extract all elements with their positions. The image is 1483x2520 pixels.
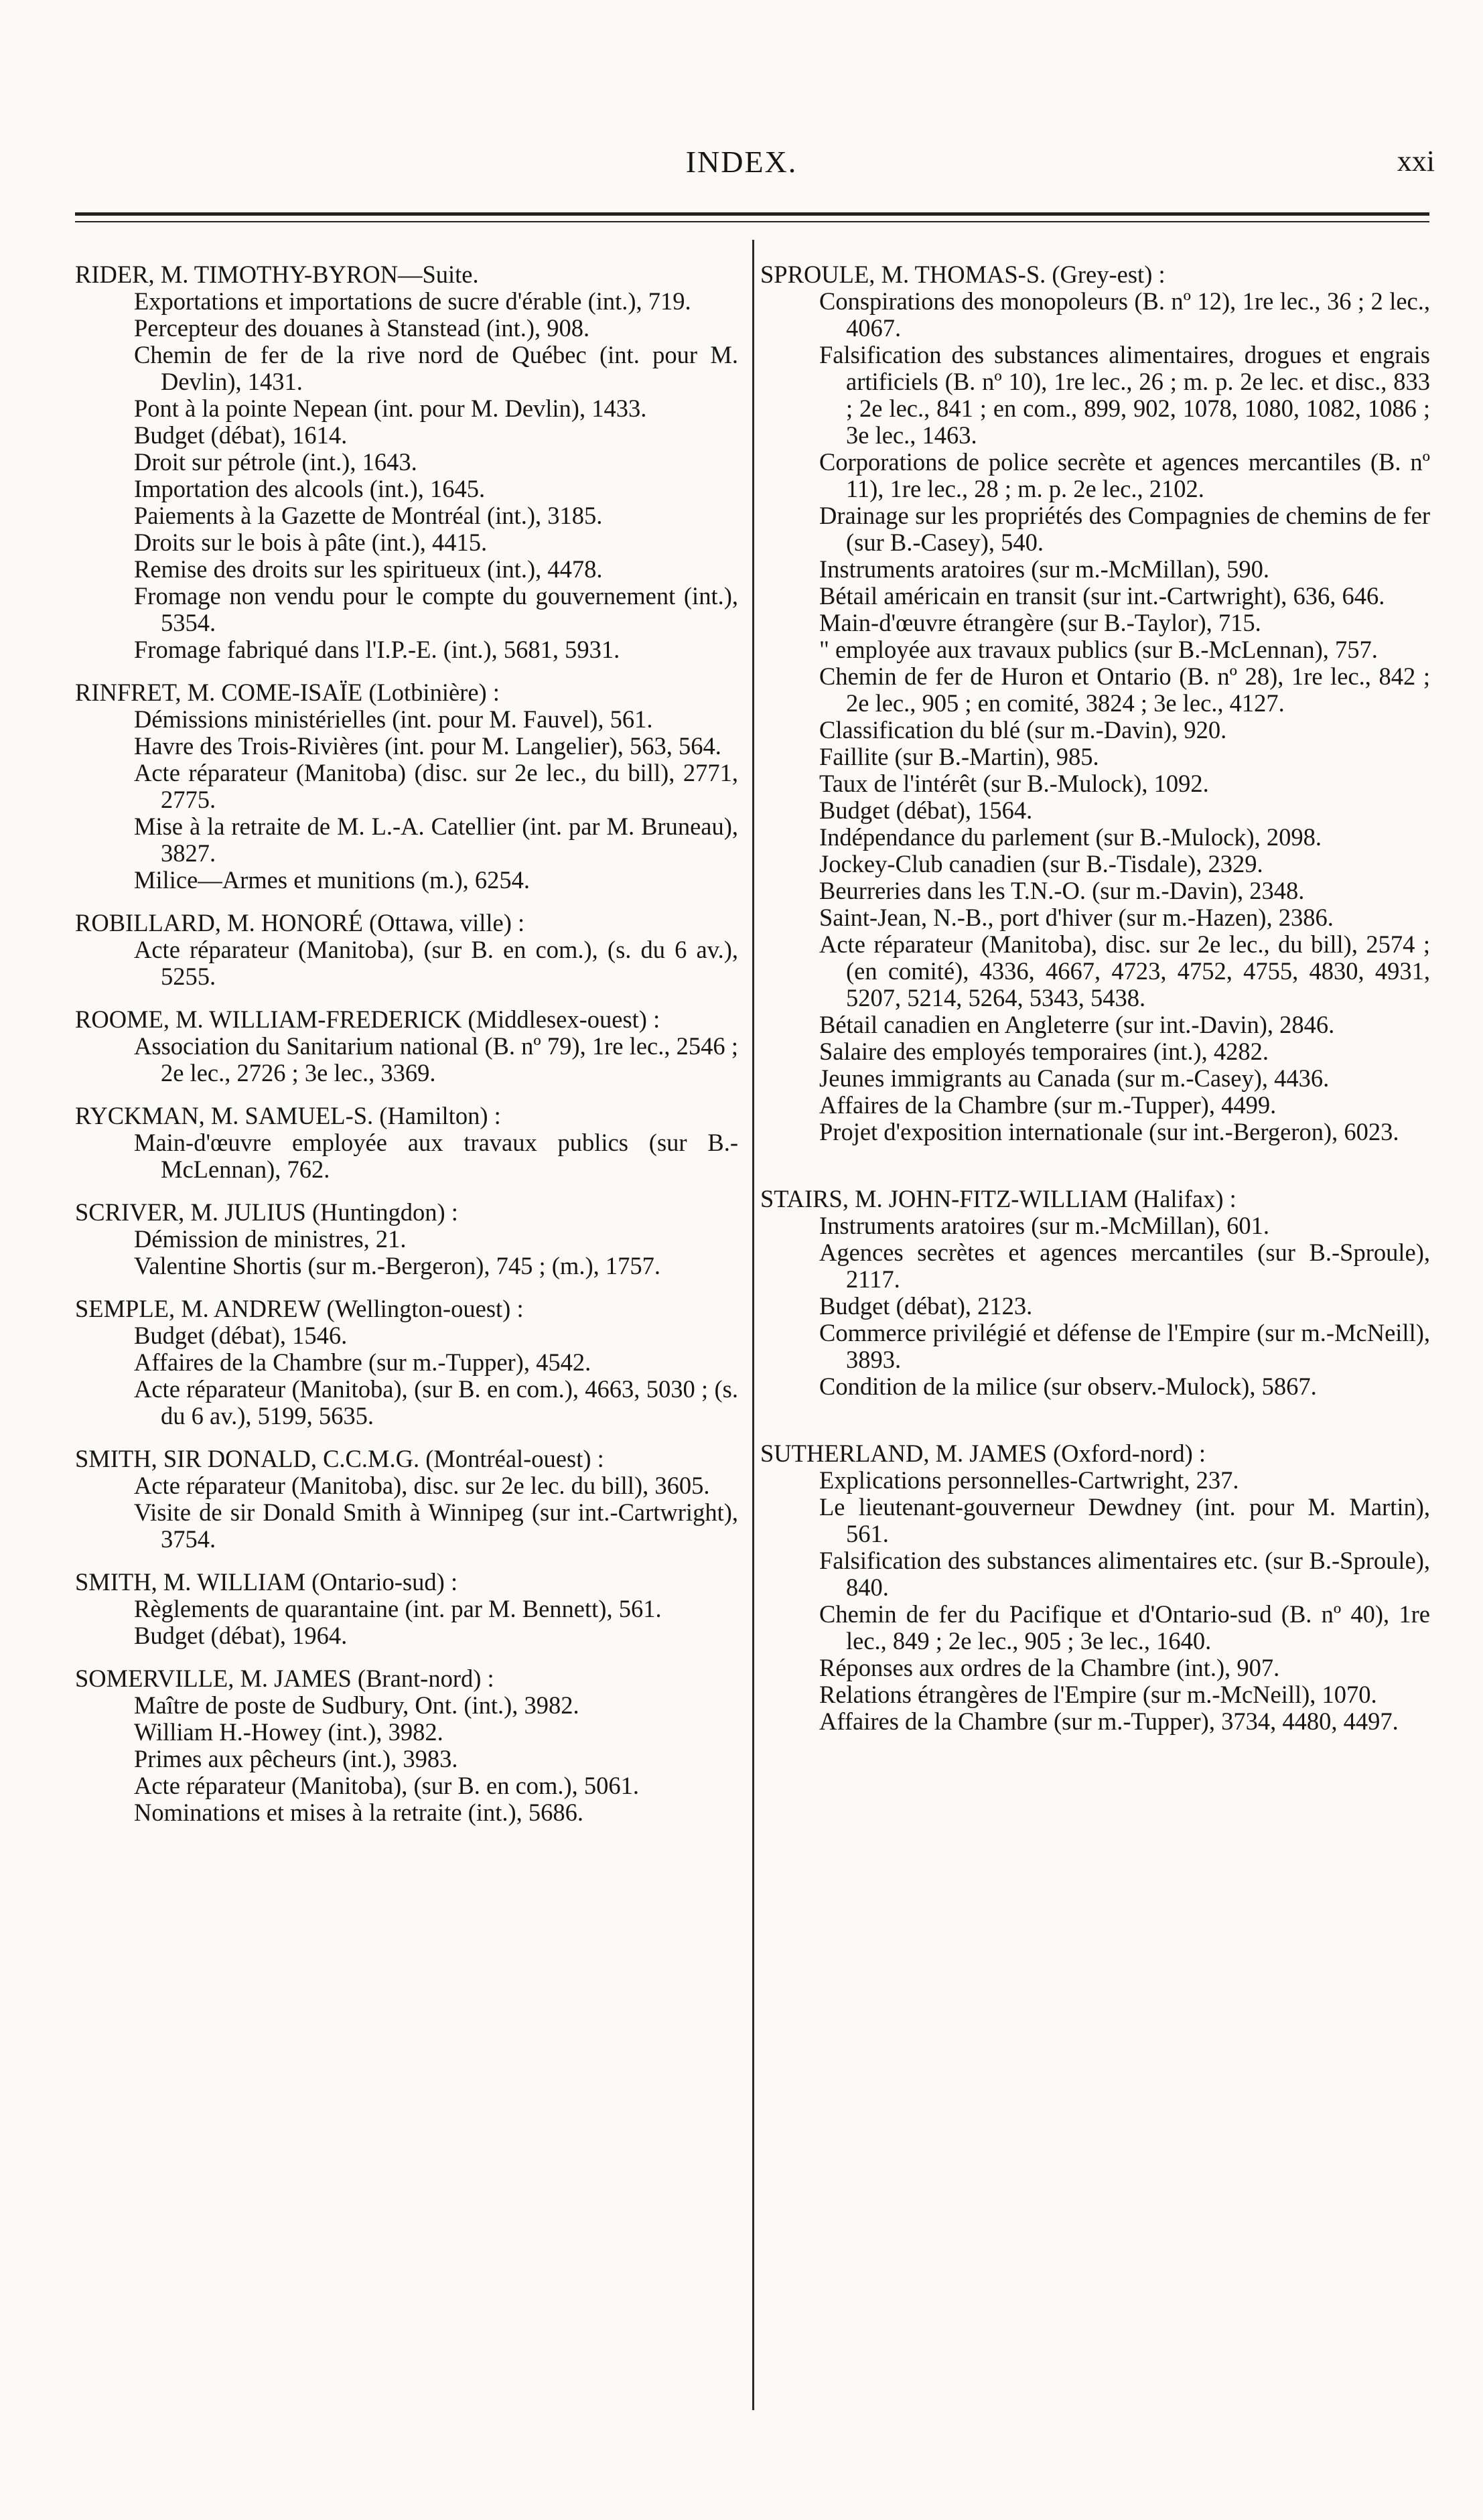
index-entry <box>75 1103 738 1183</box>
entry-item: Droits sur le bois à pâte (int.), 4415. <box>134 529 488 556</box>
entry-item: Démission de ministres, 21. <box>134 1225 407 1253</box>
entry-item: Visite de sir Donald Smith à Winnipeg (sur int.-Cartwright), 3754. <box>134 1498 738 1553</box>
entry-item: Budget (débat), 2123. <box>819 1292 1033 1320</box>
entry-items <box>760 1467 1430 1735</box>
entry-name: RIDER, M. TIMOTHY-BYRON—Suite. <box>75 261 479 288</box>
entry-item: Falsification des substances alimentaires etc. (sur B.-Sproule), 840. <box>819 1547 1430 1601</box>
entry-item: Agences secrètes et agences mercantiles (sur B.-Sproule), 2117. <box>819 1239 1430 1293</box>
entry-item: Remise des droits sur les spiritueux (int.), 4478. <box>134 555 603 583</box>
entry-item: Falsification des substances alimentaires, drogues et engrais artificiels (B. nº 10), 1re lec., 26 ; m. p. 2e lec. et disc., 833 ; 2e lec., 841 ; en com., 899, 902, 1078, 1080, 1082, 1086 ; 3e lec., 1463. <box>819 341 1430 449</box>
entry-name: STAIRS, M. JOHN-FITZ-WILLIAM (Halifax) : <box>760 1185 1237 1212</box>
entry-item: Primes aux pêcheurs (int.), 3983. <box>134 1745 458 1772</box>
entry-item: Relations étrangères de l'Empire (sur m.-McNeill), 1070. <box>819 1681 1377 1708</box>
index-entry <box>75 261 738 663</box>
index-entry <box>75 1569 738 1649</box>
index-entry <box>760 261 1430 1145</box>
entry-items <box>75 706 738 894</box>
entry-item: Taux de l'intérêt (sur B.-Mulock), 1092. <box>819 770 1209 797</box>
entry-items <box>75 1322 738 1429</box>
index-entry <box>75 1446 738 1553</box>
entry-name: RINFRET, M. COME-ISAÏE (Lotbinière) : <box>75 679 500 706</box>
entry-item: Acte réparateur (Manitoba), (sur B. en com.), 4663, 5030 ; (s. du 6 av.), 5199, 5635. <box>134 1375 738 1429</box>
index-entry <box>760 1186 1430 1400</box>
entry-name: ROBILLARD, M. HONORÉ (Ottawa, ville) : <box>75 909 525 936</box>
entry-items <box>760 288 1430 1145</box>
index-entry <box>75 1296 738 1429</box>
entry-item: Main-d'œuvre employée aux travaux publics (sur B.-McLennan), 762. <box>134 1129 738 1183</box>
entry-items <box>75 1129 738 1183</box>
entry-items <box>75 1692 738 1826</box>
entry-item: Valentine Shortis (sur m.-Bergeron), 745 ; (m.), 1757. <box>134 1252 660 1279</box>
entry-item: Association du Sanitarium national (B. nº 79), 1re lec., 2546 ; 2e lec., 2726 ; 3e lec., 3369. <box>134 1032 738 1087</box>
entry-item: Chemin de fer de Huron et Ontario (B. nº 28), 1re lec., 842 ; 2e lec., 905 ; en comité, 3824 ; 3e lec., 4127. <box>819 662 1430 717</box>
entry-item: Havre des Trois-Rivières (int. pour M. Langelier), 563, 564. <box>134 732 721 760</box>
entry-item: Conspirations des monopoleurs (B. nº 12), 1re lec., 36 ; 2 lec., 4067. <box>819 287 1430 342</box>
entry-items <box>75 936 738 990</box>
entry-item: Règlements de quarantaine (int. par M. Bennett), 561. <box>134 1595 662 1622</box>
entry-name: SMITH, M. WILLIAM (Ontario-sud) : <box>75 1568 458 1596</box>
entry-item: Réponses aux ordres de la Chambre (int.), 907. <box>819 1654 1280 1681</box>
header-rule-thin <box>75 221 1429 222</box>
entry-item: Drainage sur les propriétés des Compagnies de chemins de fer (sur B.-Casey), 540. <box>819 502 1430 556</box>
index-entry <box>75 1665 738 1826</box>
entry-item: Indépendance du parlement (sur B.-Mulock), 2098. <box>819 823 1322 851</box>
entry-item: Bétail américain en transit (sur int.-Cartwright), 636, 646. <box>819 582 1385 610</box>
entry-name: SPROULE, M. THOMAS-S. (Grey-est) : <box>760 261 1166 288</box>
entry-item: Acte réparateur (Manitoba), disc. sur 2e lec. du bill), 3605. <box>134 1472 710 1499</box>
entry-name: RYCKMAN, M. SAMUEL-S. (Hamilton) : <box>75 1102 501 1129</box>
entry-items <box>760 1212 1430 1400</box>
entry-item: Jockey-Club canadien (sur B.-Tisdale), 2329. <box>819 850 1263 878</box>
entry-item: Maître de poste de Sudbury, Ont. (int.), 3982. <box>134 1691 579 1719</box>
entry-name: SEMPLE, M. ANDREW (Wellington-ouest) : <box>75 1295 524 1322</box>
entry-item: Paiements à la Gazette de Montréal (int.), 3185. <box>134 502 603 529</box>
entry-item: " employée aux travaux publics (sur B.-McLennan), 757. <box>819 636 1378 663</box>
entry-item: Classification du blé (sur m.-Davin), 920. <box>819 716 1227 744</box>
entry-item: William H.-Howey (int.), 3982. <box>134 1718 443 1746</box>
entry-item: Acte réparateur (Manitoba), (sur B. en com.), 5061. <box>134 1772 640 1799</box>
entry-name: SCRIVER, M. JULIUS (Huntingdon) : <box>75 1198 458 1226</box>
entry-item: Acte réparateur (Manitoba), disc. sur 2e lec., du bill), 2574 ; (en comité), 4336, 4667, 4723, 4752, 4755, 4830, 4931, 5207, 5214, 5264, 5343, 5438. <box>819 930 1430 1011</box>
entry-item: Démissions ministérielles (int. pour M. Fauvel), 561. <box>134 705 653 733</box>
entry-item: Acte réparateur (Manitoba), (sur B. en com.), (s. du 6 av.), 5255. <box>134 936 738 990</box>
entry-item: Explications personnelles-Cartwright, 237. <box>819 1466 1239 1494</box>
entry-item: Corporations de police secrète et agences mercantiles (B. nº 11), 1re lec., 28 ; m. p. 2e lec., 2102. <box>819 448 1430 502</box>
left-column <box>75 261 738 1842</box>
entry-items <box>75 1226 738 1279</box>
entry-item: Instruments aratoires (sur m.-McMillan), 590. <box>819 555 1270 583</box>
entry-item: Affaires de la Chambre (sur m.-Tupper), 3734, 4480, 4497. <box>819 1707 1399 1735</box>
entry-item: Fromage non vendu pour le compte du gouvernement (int.), 5354. <box>134 582 738 636</box>
entry-item: Le lieutenant-gouverneur Dewdney (int. pour M. Martin), 561. <box>819 1493 1430 1547</box>
entry-item: Mise à la retraite de M. L.-A. Catellier (int. par M. Bruneau), 3827. <box>134 813 738 867</box>
entry-item: Main-d'œuvre étrangère (sur B.-Taylor), 715. <box>819 609 1261 636</box>
page-header <box>0 144 1483 184</box>
entry-item: Faillite (sur B.-Martin), 985. <box>819 743 1099 770</box>
index-entry <box>75 1199 738 1279</box>
entry-item: Budget (débat), 1546. <box>134 1322 348 1349</box>
entry-name: SOMERVILLE, M. JAMES (Brant-nord) : <box>75 1665 494 1692</box>
page-title: INDEX. <box>685 145 798 179</box>
entry-item: Budget (débat), 1614. <box>134 421 348 449</box>
entry-item: Beurreries dans les T.N.-O. (sur m.-Davin), 2348. <box>819 877 1305 904</box>
entry-item: Saint-Jean, N.-B., port d'hiver (sur m.-Hazen), 2386. <box>819 904 1334 931</box>
entry-item: Jeunes immigrants au Canada (sur m.-Casey), 4436. <box>819 1064 1330 1092</box>
entry-item: Bétail canadien en Angleterre (sur int.-Davin), 2846. <box>819 1011 1335 1038</box>
entry-item: Acte réparateur (Manitoba) (disc. sur 2e lec., du bill), 2771, 2775. <box>134 759 738 813</box>
entry-item: Fromage fabriqué dans l'I.P.-E. (int.), 5681, 5931. <box>134 636 620 663</box>
entry-items <box>75 1472 738 1553</box>
entry-item: Condition de la milice (sur observ.-Mulock), 5867. <box>819 1373 1317 1400</box>
entry-item: Chemin de fer du Pacifique et d'Ontario-sud (B. nº 40), 1re lec., 849 ; 2e lec., 905 ; 3e lec., 1640. <box>819 1600 1430 1655</box>
entry-items <box>75 288 738 663</box>
entry-item: Instruments aratoires (sur m.-McMillan), 601. <box>819 1212 1270 1239</box>
entry-item: Droit sur pétrole (int.), 1643. <box>134 448 417 476</box>
index-entry <box>75 1006 738 1087</box>
entry-item: Percepteur des douanes à Stanstead (int.), 908. <box>134 314 590 342</box>
entry-item: Importation des alcools (int.), 1645. <box>134 475 486 502</box>
entry-name: SUTHERLAND, M. JAMES (Oxford-nord) : <box>760 1440 1206 1467</box>
index-entry <box>75 679 738 894</box>
entry-name: SMITH, SIR DONALD, C.C.M.G. (Montréal-ouest) : <box>75 1445 604 1472</box>
entry-item: Exportations et importations de sucre d'érable (int.), 719. <box>134 287 691 315</box>
entry-name: ROOME, M. WILLIAM-FREDERICK (Middlesex-ouest) : <box>75 1005 660 1033</box>
entry-item: Budget (débat), 1964. <box>134 1622 348 1649</box>
entry-item: Nominations et mises à la retraite (int.), 5686. <box>134 1799 584 1826</box>
header-rule-thick <box>75 212 1429 216</box>
right-column <box>760 261 1430 1751</box>
entry-item: Budget (débat), 1564. <box>819 796 1033 824</box>
entry-item: Salaire des employés temporaires (int.), 4282. <box>819 1038 1269 1065</box>
column-divider <box>752 240 754 2410</box>
index-entry <box>760 1440 1430 1735</box>
entry-items <box>75 1596 738 1649</box>
entry-item: Chemin de fer de la rive nord de Québec (int. pour M. Devlin), 1431. <box>134 341 738 395</box>
entry-items <box>75 1033 738 1087</box>
entry-item: Milice—Armes et munitions (m.), 6254. <box>134 866 531 894</box>
entry-item: Commerce privilégié et défense de l'Empire (sur m.-McNeill), 3893. <box>819 1319 1430 1373</box>
entry-item: Affaires de la Chambre (sur m.-Tupper), 4542. <box>134 1348 591 1376</box>
entry-item: Affaires de la Chambre (sur m.-Tupper), 4499. <box>819 1091 1277 1119</box>
page-number: xxi <box>1397 145 1435 178</box>
index-entry <box>75 910 738 990</box>
entry-item: Projet d'exposition internationale (sur int.-Bergeron), 6023. <box>819 1118 1399 1145</box>
entry-item: Pont à la pointe Nepean (int. pour M. Devlin), 1433. <box>134 395 647 422</box>
